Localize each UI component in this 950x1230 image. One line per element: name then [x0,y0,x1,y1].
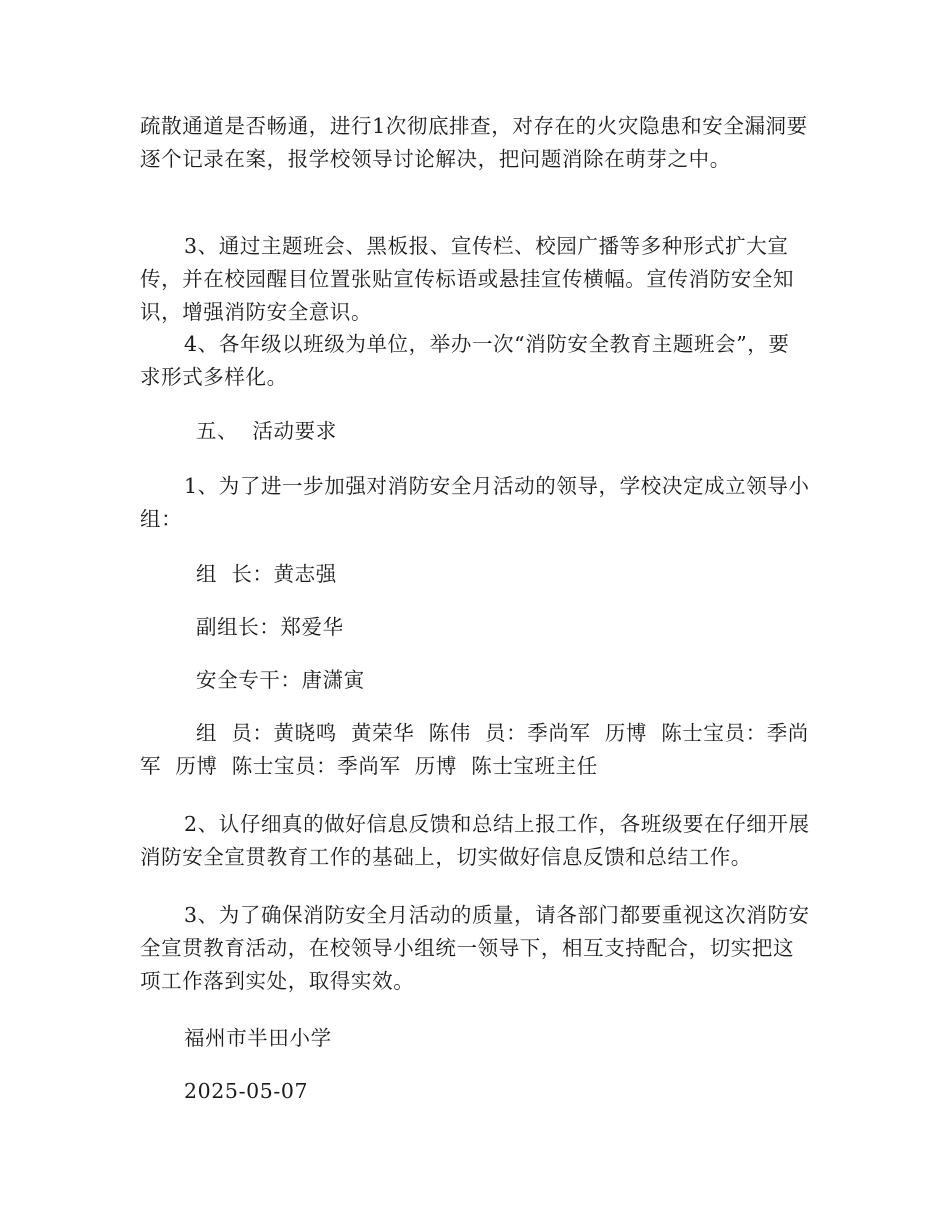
requirement-item-1: 1、为了进一步加强对消防安全月活动的领导，学校决定成立领导小组： [140,474,810,531]
signature-date: 2025-05-07 [184,1079,309,1103]
members-line: 组 员：黄晓鸣 黄荣华 陈伟 员：季尚军 历博 陈士宝员：季尚军 历博 陈士宝员：季尚军 历博 陈士宝班主任 [140,721,809,778]
leader-line: 组 长：黄志强 [196,562,337,586]
paragraph-continuation: 疏散通道是否畅通，进行1次彻底排查，对存在的火灾隐患和安全漏洞要逐个记录在案，报学校领导讨论解决，把问题消除在萌芽之中。 [140,114,808,171]
requirement-item-2: 2、认仔细真的做好信息反馈和总结上报工作，各班级要在仔细开展消防安全宣贯教育工作的基础上，切实做好信息反馈和总结工作。 [140,812,810,869]
safety-officer-line: 安全专干：唐潇寅 [196,668,365,692]
paragraph-item-4: 4、各年级以班级为单位，举办一次“消防安全教育主题班会”，要求形式多样化。 [140,332,790,389]
deputy-leader-line: 副组长：郑爱华 [196,615,344,639]
requirement-item-3: 3、为了确保消防安全月活动的质量，请各部门都要重视这次消防安全宣贯教育活动，在校领导小组统一领导下，相互支持配合，切实把这项工作落到实处，取得实效。 [140,903,810,993]
signature-organization: 福州市半田小学 [184,1026,332,1050]
section-heading: 五、 活动要求 [196,419,337,443]
paragraph-item-3: 3、通过主题班会、黑板报、宣传栏、校园广播等多种形式扩大宣传，并在校园醒目位置张贴宣传标语或悬挂宣传横幅。宣传消防安全知识，增强消防安全意识。 [140,234,795,324]
